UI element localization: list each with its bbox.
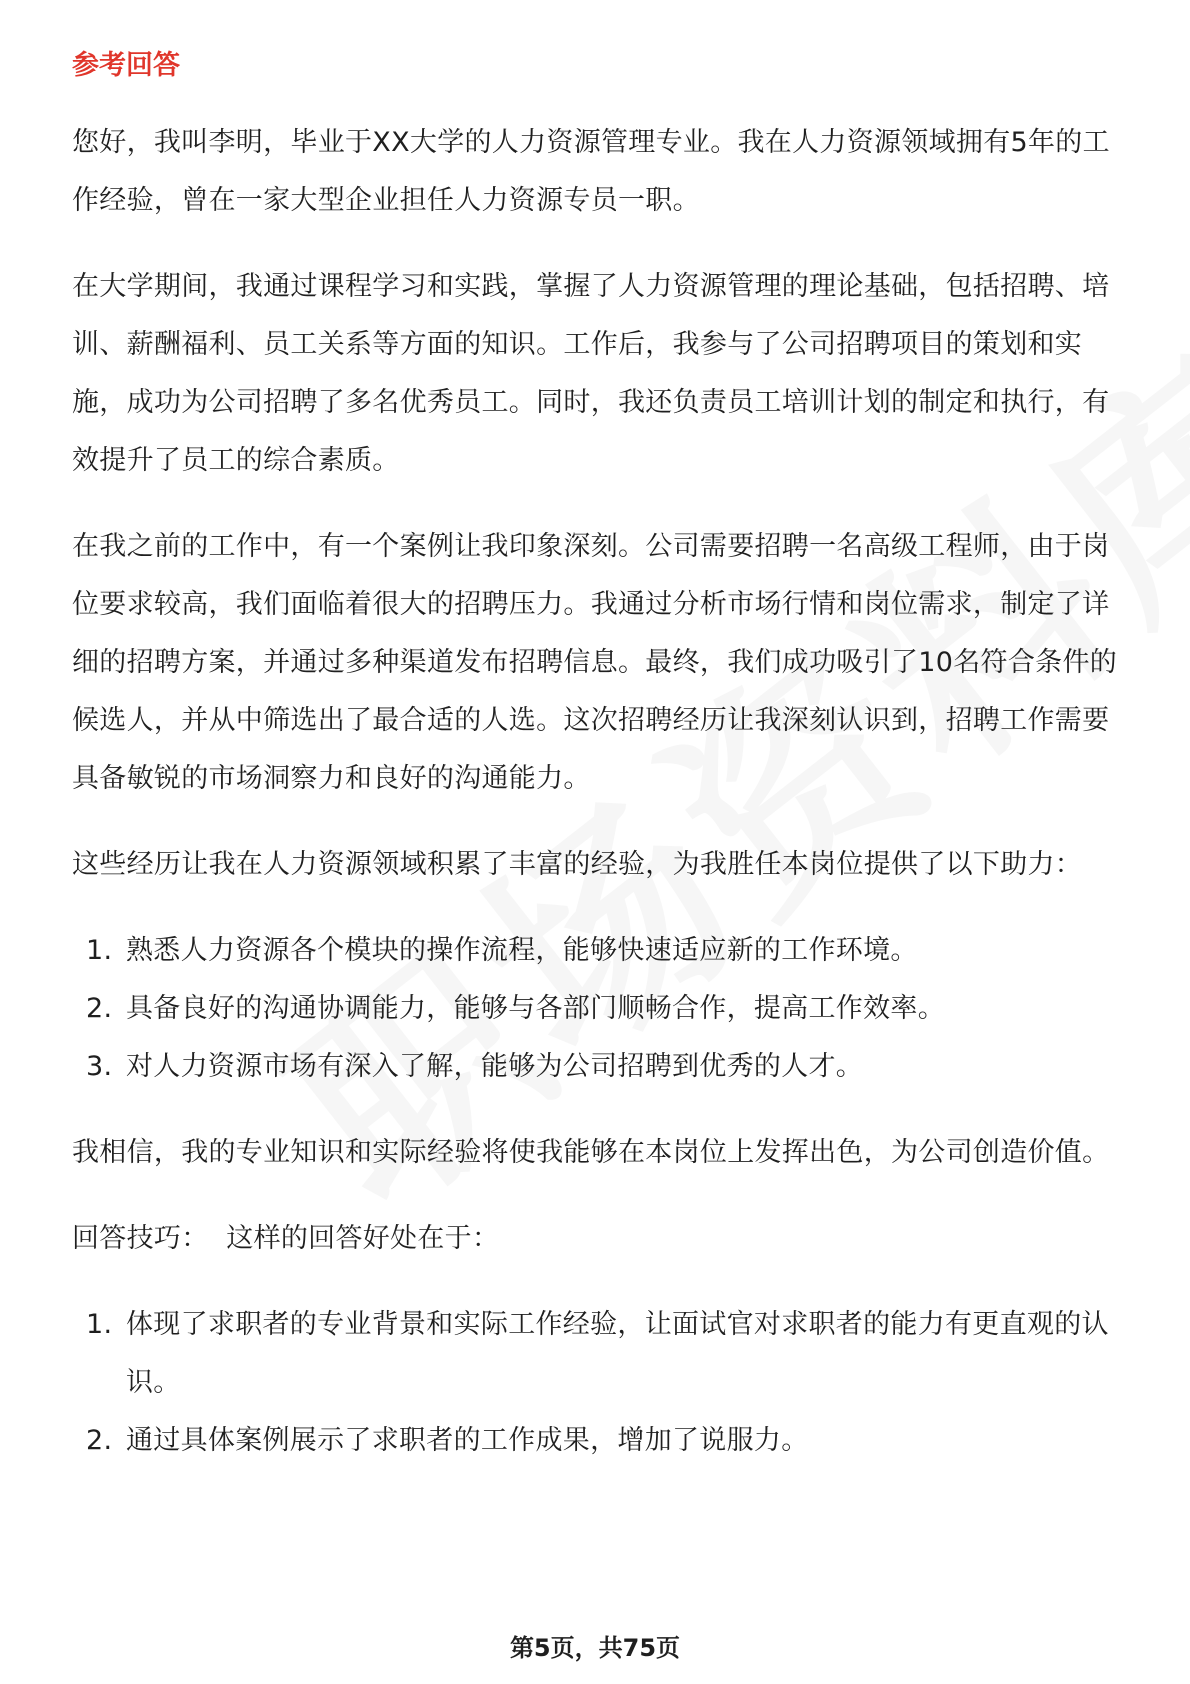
list-item-number: 1.: [86, 1309, 113, 1340]
list-item-number: 3.: [86, 1051, 113, 1082]
list-item-number: 1.: [86, 935, 113, 966]
case-paragraph: 在我之前的工作中，有一个案例让我印象深刻。公司需要招聘一名高级工程师，由于岗位要求较高，我们面临着很大的招聘压力。我通过分析市场行情和岗位需求，制定了详细的招聘方案，并通过多种渠道发布招聘信息。最终，我们成功吸引了10名符合条件的候选人，并从中筛选出了最合适的人选。这次招聘经历让我深刻认识到，招聘工作需要具备敏锐的市场洞察力和良好的沟通能力。: [72, 531, 1118, 794]
list-item: [72, 1412, 1118, 1470]
list-item: [72, 1296, 1118, 1412]
tips-list: [72, 1296, 1118, 1470]
list-item-text: 对人力资源市场有深入了解，能够为公司招聘到优秀的人才。: [126, 1051, 864, 1082]
list-item: [72, 1038, 1118, 1096]
section-heading: 参考回答: [72, 50, 180, 81]
summary-paragraph: 这些经历让我在人力资源领域积累了丰富的经验，为我胜任本岗位提供了以下助力：: [72, 849, 1083, 880]
list-item-text: 通过具体案例展示了求职者的工作成果，增加了说服力。: [126, 1425, 809, 1456]
page-number-footer: 第5页，共75页: [509, 1634, 681, 1662]
list-item-text: 熟悉人力资源各个模块的操作流程，能够快速适应新的工作环境。: [126, 935, 918, 966]
education-paragraph: 在大学期间，我通过课程学习和实践，掌握了人力资源管理的理论基础，包括招聘、培训、薪酬福利、员工关系等方面的知识。工作后，我参与了公司招聘项目的策划和实施，成功为公司招聘了多名优秀员工。同时，我还负责员工培训计划的制定和执行，有效提升了员工的综合素质。: [72, 271, 1110, 476]
list-item-number: 2.: [86, 1425, 113, 1456]
list-item-text: 体现了求职者的专业背景和实际工作经验，让面试官对求职者的能力有更直观的认识。: [126, 1309, 1109, 1398]
tips-intro: 回答技巧： 这样的回答好处在于：: [72, 1223, 500, 1254]
list-item: [72, 922, 1118, 980]
document-page: [72, 46, 1118, 1498]
list-item-number: 2.: [86, 993, 113, 1024]
list-item-text: 具备良好的沟通协调能力，能够与各部门顺畅合作，提高工作效率。: [126, 993, 945, 1024]
intro-paragraph: 您好，我叫李明，毕业于XX大学的人力资源管理专业。我在人力资源领域拥有5年的工作经验，曾在一家大型企业担任人力资源专员一职。: [72, 127, 1110, 216]
strengths-list: [72, 922, 1118, 1096]
list-item: [72, 980, 1118, 1038]
closing-paragraph: 我相信，我的专业知识和实际经验将使我能够在本岗位上发挥出色，为公司创造价值。: [72, 1137, 1110, 1168]
